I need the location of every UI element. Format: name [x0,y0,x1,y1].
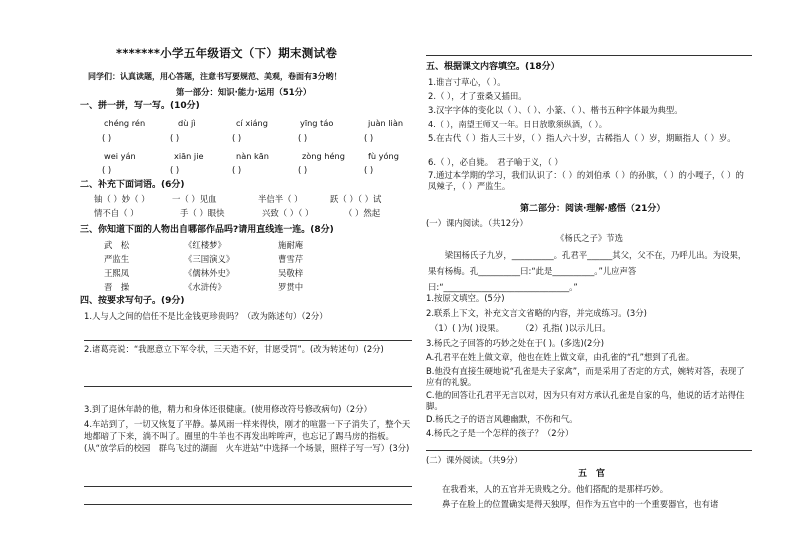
idiom-item[interactable]: 手（ ）眼快 [180,208,225,218]
book-item[interactable]: 《红楼梦》 [184,240,226,250]
pinyin-3: cí xiáng [236,118,268,128]
sentence-q2: 2.诸葛亮说：“我愿意立下军令状，三天造不好，甘愿受罚”。(改为转述句）(2分) [84,344,384,354]
author-item[interactable]: 吴敬梓 [278,268,304,278]
pinyin-10: fù yóng [368,151,399,161]
section1-title: 一、拼一拼，写一写。(10分) [80,101,200,111]
book-item[interactable]: 《三国演义》 [184,254,235,264]
section3-title: 三、你知道下面的人物出自哪部作品吗?请用直线连一连。(8分) [80,225,334,235]
author-item[interactable]: 罗贯中 [278,282,304,292]
pinyin-2: dù jì [178,118,196,128]
passage-paragraph-1: 在我看来，人的五官并无贵贱之分。他们搭配的是那样巧妙。 [442,484,669,494]
reading-q2-blanks[interactable]: （1）( )为( )设果。 （2）孔指( )以示儿曰。 [430,323,611,333]
section4-title: 四、按要求写句子。(9分) [80,296,185,306]
option-a[interactable]: A.孔君平在姓上做文章，他也在姓上做文章，由孔雀的“孔”想到了孔雀。 [426,352,695,362]
sentence-q4: 4.车站到了，一切又恢复了平静。暴风雨一样来得快，刚才的喧嚣一下子消失了，整个天地都暗了下来，淌不叫了。圈里的牛羊也不再发出哞哞声，也忘记了踢马房的指板。(从“放学后的校园 群鸟飞过的湖面 火车进站”中选择一个场景，照样子写一写）(3分) [84,419,411,454]
idiom-item[interactable]: 铀（ ）妙（ ） [94,194,150,204]
answer-box[interactable]: ( ) [298,133,308,143]
pinyin-4: yīng táo [300,118,334,128]
fill-q5[interactable]: 5.在古代（ ）指人三十岁，（ ）指人六十岁，古稀指人（ ）岁，期颐指人（ ）岁。 [428,133,736,143]
fill-q3[interactable]: 3.汉字字体的变化以（ ）、（ ）、小篆、（ ）、楷书五种字体最为典型。 [428,105,683,115]
section2-title: 二、补充下面词语。(6分) [80,180,185,190]
answer-line[interactable] [84,386,412,387]
book-item[interactable]: 《儒林外史》 [184,268,235,278]
option-d[interactable]: D.杨氏之子的语言风趣幽默，不伤和气。 [426,414,578,424]
author-item[interactable]: 曹雪芹 [278,254,304,264]
exam-title: *******小学五年级语文（下）期末测试卷 [116,46,338,60]
answer-box[interactable]: ( ) [364,133,374,143]
answer-line[interactable] [84,504,412,505]
idiom-item[interactable]: 半信半（ ） [258,194,303,204]
idiom-item[interactable]: 跃（ ）（ ）试 [330,194,382,204]
answer-box[interactable]: ( ) [364,165,374,175]
reading-q2: 2.联系上下文，补充文言文省略的内容，并完成练习。(3分) [426,308,647,318]
pinyin-1: chéng rén [104,118,146,128]
answer-box[interactable]: ( ) [298,165,308,175]
book-item[interactable]: 《水浒传》 [184,282,226,292]
top-rule [426,55,752,56]
passage-paragraph-2: 鼻子在脸上的位置确实是得天独厚，但作为五官中的一个重要器官，也有诸 [442,499,719,509]
author-item[interactable]: 施耐庵 [278,240,304,250]
answer-box[interactable]: ( ) [232,165,242,175]
idiom-item[interactable]: 兴致（ ）（ ） [262,208,314,218]
answer-box[interactable]: ( ) [170,133,180,143]
excerpt-title: 《杨氏之子》节选 [556,233,623,243]
reading-q1: 1.按原文填空。(5分) [426,293,505,303]
idiom-item[interactable]: 一（ ）见血 [172,194,217,204]
idiom-item[interactable]: （ ）然起 [344,208,381,218]
pinyin-5: juàn liàn [368,118,404,128]
answer-box[interactable]: ( ) [102,165,112,175]
person-item[interactable]: 武 松 [104,240,130,250]
part2-heading: 第二部分：阅读·理解·感悟（21分） [520,204,666,214]
person-item[interactable]: 晋 操 [104,282,130,292]
reading-q3: 3.杨氏之子回答的巧妙之处在于( )。(多选)(2分) [426,338,604,348]
excerpt-body[interactable]: 梁国杨氏子九岁，__________。孔君平______其父，父不在，乃呼儿出。为设果，果有杨梅。孔__________曰:“此是__________。”儿应声答曰:“______________________________。” [428,250,747,292]
notice-text: 同学们：认真读题，用心答题，注意书写要规范、美观，卷面有3分哟！ [88,72,342,81]
answer-line[interactable] [84,486,412,487]
fill-q7[interactable]: 7.通过本学期的学习，我们认识了：（ ）的刘伯承（ ）的孙膑，（ ）的小嘎子，（ ）的凤辣子，（ ）严监生。 [428,170,744,191]
answer-box[interactable]: ( ) [232,133,242,143]
fill-q6[interactable]: 6.（ ），必自毙。 君子喻于义，（ ） [428,157,563,167]
pinyin-7: xiān jie [174,151,204,161]
answer-box[interactable]: ( ) [102,133,112,143]
option-b[interactable]: B.他没有直接生硬地说“孔雀是夫子家禽”，而是采用了否定的方式，婉转对答，表现了应有的礼貌。 [426,366,745,387]
person-item[interactable]: 王熙凤 [104,268,130,278]
answer-line[interactable] [84,340,412,341]
part1-heading: 第一部分：知识·能力·运用（51分） [176,87,312,97]
person-item[interactable]: 严监生 [104,254,130,264]
section5-title: 五、根据课文内容填空。(18分） [426,62,560,72]
passage-title: 五 官 [578,469,606,479]
sentence-q1: 1.人与人之间的信任不是比金钱更珍贵吗？（改为陈述句）（2分） [84,311,328,321]
reading2-title: (二）课外阅读。（共9分） [426,455,523,465]
pinyin-6: wei yán [104,151,136,161]
pinyin-8: nàn kān [236,151,269,161]
fill-q4[interactable]: 4.（ ），南望王师又一年。日日放歌须纵酒，（ ）。 [428,119,607,129]
option-c[interactable]: C.他的回答让孔君平无言以对，因为只有对方承认孔雀是自家的鸟，他说的话才站得住脚。 [426,390,745,411]
idiom-item[interactable]: 情不自（ ） [94,208,139,218]
sentence-q3: 3.到了退休年龄的他，精力和身体还很健康。(使用修改符号修改病句)（2分） [84,404,372,414]
fill-q2[interactable]: 2.（ ），才了蚕桑又插田。 [428,91,527,101]
pinyin-9: zòng héng [302,151,345,161]
reading1-title: (一）课内阅读。（共12分） [426,218,528,228]
fill-q1[interactable]: 1.谁言寸草心，（ ）。 [428,77,506,87]
answer-box[interactable]: ( ) [170,165,180,175]
reading-q4: 4.杨氏之子是一个怎样的孩子？（2分） [426,428,574,438]
answer-line[interactable] [426,450,752,451]
